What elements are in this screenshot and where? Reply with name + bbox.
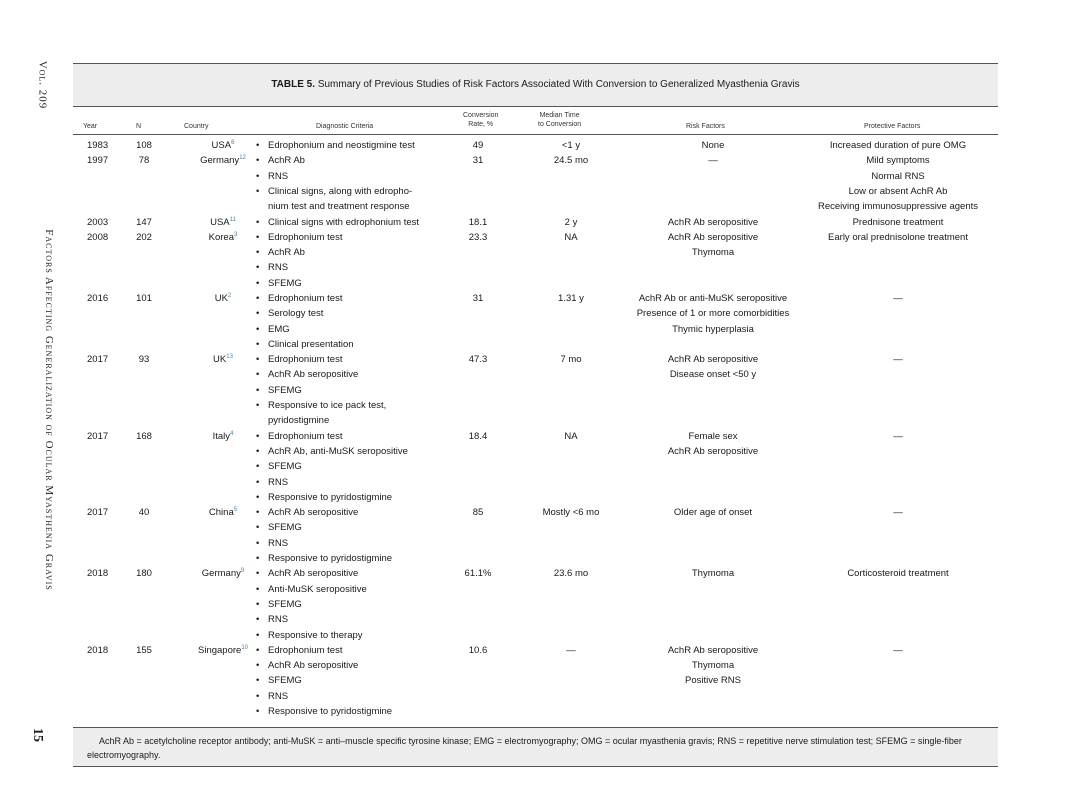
cell-median-time: 7 mo xyxy=(560,354,582,366)
diagnostic-item: • Edrophonium and neostigmine test xyxy=(256,138,476,153)
cell-protective-factors xyxy=(778,505,1018,520)
cell-country xyxy=(183,138,263,153)
protective-factor: Mild symptoms xyxy=(866,155,930,167)
diagnostic-item: • AchR Ab seropositive xyxy=(256,566,476,581)
country-name: Germany xyxy=(200,155,240,167)
cell-country xyxy=(183,352,263,367)
cell-country xyxy=(183,566,263,581)
cell-year: 2018 xyxy=(87,568,109,580)
header-conversion: Conversion Rate, % xyxy=(463,112,499,128)
protective-factor: — xyxy=(893,644,903,656)
cell-median-time: 1.31 y xyxy=(558,293,584,304)
cell-country xyxy=(183,429,263,444)
protective-factor: Normal RNS xyxy=(871,170,925,182)
diagnostic-item: • RNS xyxy=(256,536,476,551)
diagnostic-item: • SFEMG xyxy=(256,459,476,474)
country-name: UK xyxy=(213,354,227,366)
diagnostic-item: • AchR Ab xyxy=(256,245,476,260)
diagnostic-item: • Edrophonium test xyxy=(256,230,476,245)
reference-link[interactable]: 13 xyxy=(226,354,233,361)
risk-factor: AchR Ab seropositive xyxy=(667,445,759,457)
cell-protective-factors xyxy=(778,230,1018,245)
cell-conversion-rate: 49 xyxy=(472,140,484,151)
cell-protective-factors xyxy=(778,352,1018,367)
country-name: USA xyxy=(211,140,232,151)
diagnostic-item: • SFEMG xyxy=(256,520,476,535)
cell-n: 101 xyxy=(136,293,152,304)
diagnostic-item: • RNS xyxy=(256,612,476,627)
cell-year: 1997 xyxy=(87,155,109,167)
header-country: Country xyxy=(184,123,209,130)
cell-country xyxy=(183,230,263,245)
table-caption xyxy=(73,79,998,90)
diagnostic-item: • Edrophonium test xyxy=(256,643,476,658)
reference-link[interactable]: 4 xyxy=(230,430,234,437)
risk-factor: AchR Ab seropositive xyxy=(667,354,759,366)
cell-protective-factors xyxy=(778,215,1018,230)
diagnostic-item: • EMG xyxy=(256,322,476,337)
protective-factor: Receiving immunosuppressive agents xyxy=(818,201,978,213)
reference-link[interactable]: 10 xyxy=(241,644,248,651)
protective-factor: Early oral prednisolone treatment xyxy=(828,231,968,243)
cell-median-time: NA xyxy=(564,430,578,442)
diagnostic-item: • RNS xyxy=(256,689,476,704)
cell-n: 78 xyxy=(138,155,150,167)
diagnostic-item: • SFEMG xyxy=(256,276,476,291)
page-number: 15 xyxy=(30,728,45,742)
header-risk: Risk Factors xyxy=(686,123,725,130)
cell-n: 108 xyxy=(136,140,152,151)
reference-link[interactable]: 5 xyxy=(233,507,238,514)
diagnostic-item: • Responsive to ice pack test, xyxy=(256,398,476,413)
cell-median-time: <1 y xyxy=(561,140,581,151)
cell-conversion-rate: 61.1% xyxy=(464,568,492,580)
diagnostic-item: • Responsive to pyridostigmine xyxy=(256,704,476,719)
protective-factor: Corticosteroid treatment xyxy=(847,568,949,580)
cell-country xyxy=(183,291,263,306)
cell-country xyxy=(183,505,263,520)
country-name: Italy xyxy=(212,430,231,442)
cell-protective-factors xyxy=(778,138,1018,153)
cell-conversion-rate: 18.4 xyxy=(468,430,488,442)
reference-link[interactable]: 6 xyxy=(231,139,235,146)
cell-conversion-rate: 31 xyxy=(472,293,484,304)
risk-factor: AchR Ab or anti-MuSK seropositive xyxy=(638,293,788,304)
diagnostic-item: • Serology test xyxy=(256,306,476,321)
table-title-band xyxy=(73,63,998,107)
reference-link[interactable]: 11 xyxy=(229,216,236,223)
risk-factor: Presence of 1 or more comorbidities xyxy=(636,308,790,320)
diagnostic-item: • AchR Ab seropositive xyxy=(256,367,476,382)
reference-link[interactable]: 12 xyxy=(239,155,246,162)
diagnostic-item: • SFEMG xyxy=(256,383,476,398)
cell-year: 2016 xyxy=(87,293,109,304)
reference-link[interactable]: 2 xyxy=(227,292,232,299)
table-label: TABLE 5. xyxy=(271,79,316,90)
diagnostic-item: • RNS xyxy=(256,260,476,275)
risk-factor: Disease onset <50 y xyxy=(669,369,757,381)
diagnostic-item: • Clinical signs with edrophonium test xyxy=(256,215,476,230)
table-footnote: AchR Ab = acetylcholine receptor antibody; anti-MuSK = anti–muscle specific tyrosine kinase; EMG = electromyography; OMG = ocular myasthenia gravis; RNS = repetitive nerve stimulation test; SFEMG = single-fiber electromyography. xyxy=(87,736,962,760)
diagnostic-item: • Edrophonium test xyxy=(256,429,476,444)
diagnostic-item: • AchR Ab seropositive xyxy=(256,505,476,520)
cell-conversion-rate: 47.3 xyxy=(468,354,488,366)
country-name: USA xyxy=(210,216,230,228)
cell-year: 1983 xyxy=(87,140,109,151)
protective-factor: Low or absent AchR Ab xyxy=(848,185,948,197)
protective-factor: — xyxy=(893,354,903,366)
header-n: N xyxy=(136,123,142,130)
reference-link[interactable]: 3 xyxy=(234,231,238,238)
cell-conversion-rate: 23.3 xyxy=(468,231,488,243)
diagnostic-item-continued: pyridostigmine xyxy=(268,415,330,427)
diagnostic-item: • AchR Ab, anti-MuSK seropositive xyxy=(256,444,476,459)
cell-median-time: — xyxy=(566,644,576,656)
cell-median-time: 2 y xyxy=(564,216,578,228)
cell-year: 2017 xyxy=(87,430,109,442)
cell-protective-factors xyxy=(778,153,1018,214)
diagnostic-item: • Responsive to pyridostigmine xyxy=(256,551,476,566)
cell-n: 40 xyxy=(138,507,150,519)
cell-year: 2008 xyxy=(87,231,109,243)
cell-n: 155 xyxy=(136,644,152,656)
risk-factor: — xyxy=(708,155,718,167)
protective-factor: Prednisone treatment xyxy=(852,216,944,228)
diagnostic-item: • Anti-MuSK seropositive xyxy=(256,582,476,597)
diagnostic-item: • Clinical signs, along with edropho- xyxy=(256,184,476,199)
header-rule xyxy=(73,134,998,135)
diagnostic-item: • Responsive to therapy xyxy=(256,628,476,643)
country-name: Germany xyxy=(201,568,241,580)
risk-factor: Positive RNS xyxy=(685,675,741,687)
country-name: Korea xyxy=(208,231,234,243)
risk-factor: Older age of onset xyxy=(673,507,753,519)
cell-protective-factors xyxy=(778,643,1018,658)
protective-factor: — xyxy=(893,293,903,304)
risk-factor: AchR Ab seropositive xyxy=(667,216,759,228)
cell-country xyxy=(183,153,263,168)
diagnostic-item: • RNS xyxy=(256,475,476,490)
risk-factor: Thymic hyperplasia xyxy=(672,323,754,335)
cell-n: 202 xyxy=(136,231,152,243)
cell-n: 93 xyxy=(138,354,150,366)
cell-year: 2003 xyxy=(87,216,109,228)
risk-factor: Thymoma xyxy=(691,247,735,259)
risk-factor: AchR Ab seropositive xyxy=(667,644,759,656)
header-protective: Protective Factors xyxy=(864,123,921,130)
cell-country xyxy=(183,643,263,658)
cell-protective-factors xyxy=(778,291,1018,306)
cell-protective-factors xyxy=(778,429,1018,444)
cell-n: 168 xyxy=(136,430,152,442)
header-median: Median Time to Conversion xyxy=(538,112,582,128)
cell-conversion-rate: 31 xyxy=(472,155,484,167)
diagnostic-item: • Edrophonium test xyxy=(256,291,476,306)
risk-factor: Female sex xyxy=(688,430,738,442)
cell-median-time: NA xyxy=(564,231,578,243)
diagnostic-item: • RNS xyxy=(256,169,476,184)
diagnostic-item: • AchR Ab xyxy=(256,153,476,168)
cell-n: 180 xyxy=(136,568,152,580)
table-footnote-band xyxy=(73,727,998,767)
diagnostic-item: • SFEMG xyxy=(256,673,476,688)
country-name: UK xyxy=(214,293,228,304)
cell-n: 147 xyxy=(136,216,152,228)
cell-year: 2017 xyxy=(87,354,109,366)
risk-factor: Thymoma xyxy=(691,568,735,580)
running-head-volume: Vol. 209 xyxy=(36,60,49,110)
cell-country xyxy=(183,215,263,230)
cell-conversion-rate: 10.6 xyxy=(468,644,488,656)
cell-year: 2017 xyxy=(87,507,109,519)
diagnostic-item: • Responsive to pyridostigmine xyxy=(256,490,476,505)
cell-protective-factors xyxy=(778,566,1018,581)
diagnostic-item: • SFEMG xyxy=(256,597,476,612)
cell-median-time: 24.5 mo xyxy=(553,155,589,167)
cell-median-time: 23.6 mo xyxy=(553,568,589,580)
diagnostic-item: • AchR Ab seropositive xyxy=(256,658,476,673)
cell-conversion-rate: 18.1 xyxy=(468,216,488,228)
risk-factor: AchR Ab seropositive xyxy=(667,231,759,243)
header-year: Year xyxy=(83,123,98,130)
risk-factor: Thymoma xyxy=(691,660,735,672)
protective-factor: Increased duration of pure OMG xyxy=(829,140,967,151)
risk-factor: None xyxy=(701,140,725,151)
country-name: China xyxy=(208,507,234,519)
reference-link[interactable]: 9 xyxy=(240,568,245,575)
protective-factor: — xyxy=(893,507,903,519)
diagnostic-item: • Clinical presentation xyxy=(256,337,476,352)
table-caption-text: Summary of Previous Studies of Risk Factors Associated With Conversion to Generalized Myasthenia Gravis xyxy=(317,79,800,90)
diagnostic-item-continued: nium test and treatment response xyxy=(268,201,410,213)
running-head-title: Factors Affecting Generalization of Ocular Myasthenia Gravis xyxy=(42,229,55,591)
protective-factor: — xyxy=(893,430,903,442)
diagnostic-item: • Edrophonium test xyxy=(256,352,476,367)
cell-median-time: Mostly <6 mo xyxy=(542,507,600,519)
cell-year: 2018 xyxy=(87,644,109,656)
country-name: Singapore xyxy=(198,644,242,656)
cell-conversion-rate: 85 xyxy=(472,507,484,519)
header-diagnostic: Diagnostic Criteria xyxy=(316,123,374,130)
